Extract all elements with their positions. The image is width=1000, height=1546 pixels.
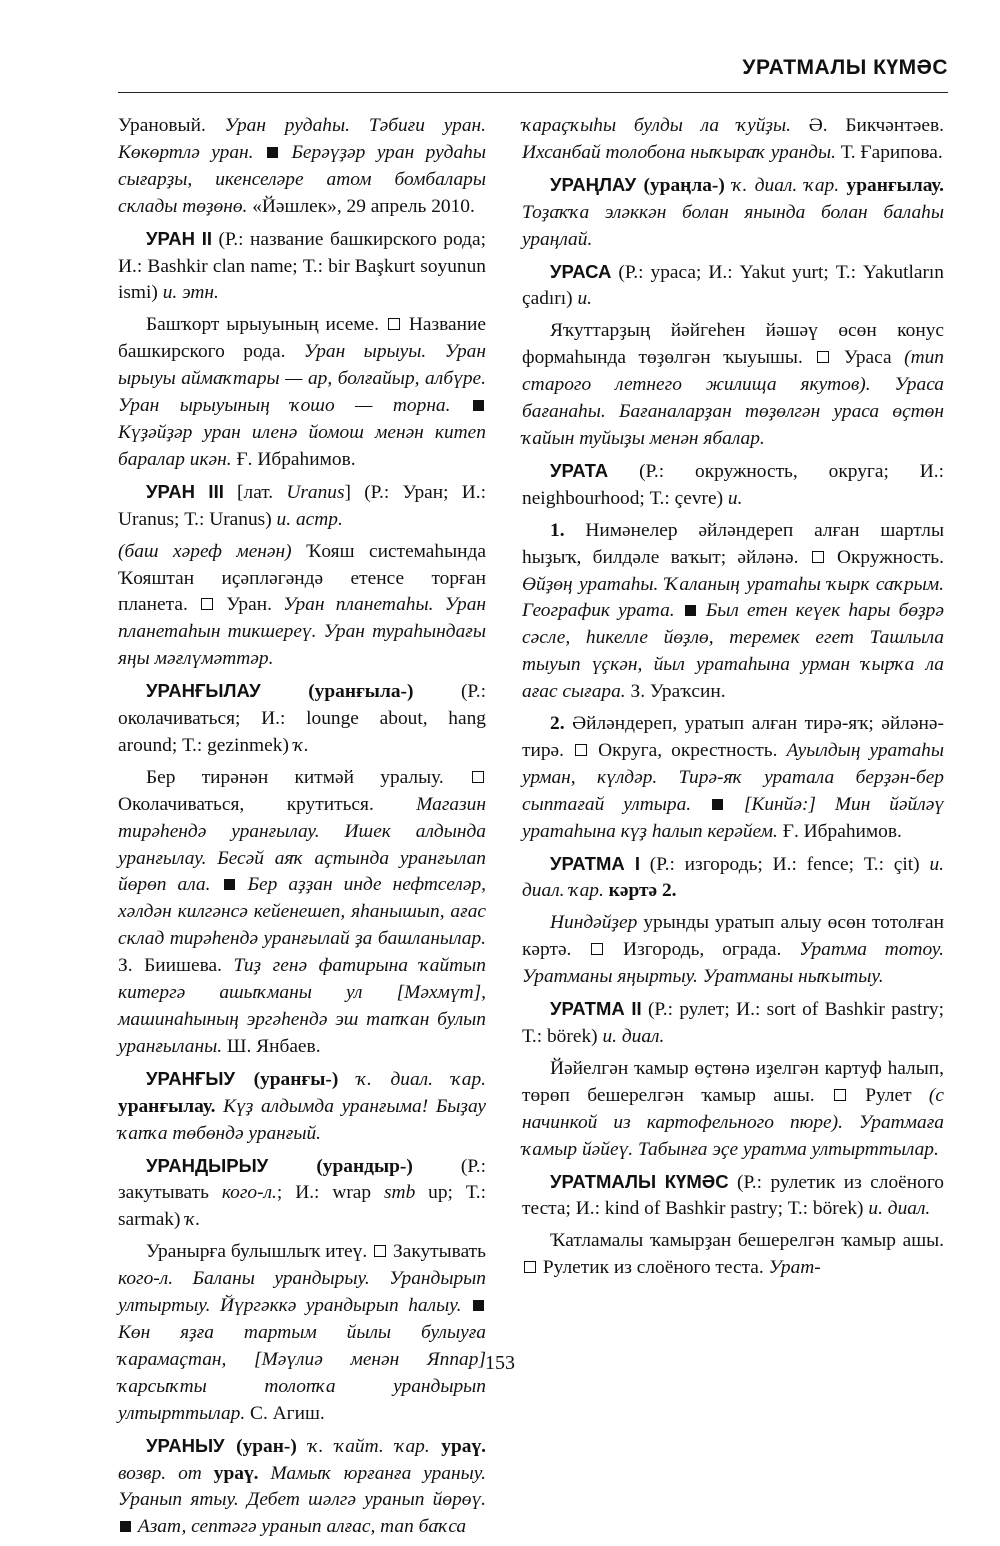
russian-gloss: Окружность.: [825, 546, 944, 568]
square-outline-icon: [817, 351, 829, 363]
entry-uranlau: [522, 172, 944, 254]
entry-continuation: [118, 113, 486, 221]
translations: (Р.: ураса; И.: Yakut yurt; Т.: Yakutların çadırı): [522, 261, 944, 310]
examples: Күҙ алдымда уранғыма! Быҙау ҡапҡа төбөндә уранғый.: [118, 1095, 486, 1144]
text: Уранырға булышлыҡ итеү.: [146, 1241, 373, 1263]
etymology: Uranus: [286, 481, 345, 503]
translations: (Р.: окружность, округа; И.: neighbourhood; Т.: çevre): [522, 460, 944, 509]
translations: up; Т.: sarmak): [118, 1182, 486, 1231]
sense-1: [522, 518, 944, 706]
examples: Уратма тотоу. Уратманы яңыртыу. Уратманы ныҡытыу.: [522, 939, 945, 988]
square-outline-icon: [374, 1245, 386, 1257]
entry-urandyryu: [118, 1153, 486, 1235]
definition: [118, 312, 486, 473]
square-filled-icon: [224, 879, 235, 890]
entry-uranyu: [118, 1433, 486, 1542]
entry-urata: [522, 458, 944, 513]
examples: Тоҙаҡҡа эләккән болан янында болан балаһы ураңлай.: [522, 201, 944, 250]
headword: УРАНЫУ: [146, 1434, 225, 1456]
grammar-label: возвр. от: [118, 1462, 214, 1484]
sense-number: 2.: [550, 713, 565, 735]
grammar-label: и. диал.: [868, 1198, 931, 1220]
russian-gloss: Название башкирского рода.: [118, 314, 487, 363]
examples: Уран рудаһы. Тәбиғи уран. Көкөртлә уран.: [118, 115, 486, 163]
examples: Уран планетаһы. Уран планетаһын тикшереү. Уран тураһындағы яңы мәғлүмәттәр.: [118, 594, 487, 670]
grammar-label: и.: [577, 288, 592, 310]
square-outline-icon: [201, 598, 213, 610]
quote: ҡараҫҡыһы булды ла ҡуйҙы.: [522, 115, 791, 136]
stem: (уранғыла-): [260, 681, 414, 703]
source: Ш. Янбаев.: [222, 1035, 321, 1057]
grammar-label: ҡ.: [293, 734, 309, 756]
left-column: [118, 113, 486, 1546]
text: Бер тирәнән китмәй уралыу.: [146, 766, 470, 788]
square-outline-icon: [524, 1261, 536, 1273]
examples: Урат-: [768, 1257, 821, 1279]
text: Ҡояш системаһында Ҡояштан иҫәпләгәндә етенсе торған планета.: [118, 540, 486, 616]
definition: [522, 318, 944, 453]
russian-gloss: Уран.: [215, 594, 284, 616]
source: С. Агиш.: [245, 1402, 325, 1424]
square-outline-icon: [812, 551, 824, 563]
entry-uratma-1: [522, 851, 944, 906]
russian-gloss: Рулетик из слоёного теста.: [538, 1257, 769, 1279]
quote: Көн яҙға тартым йылы булыуға ҡарамаҫтан, [Мәүлиә менән Яппар] ҡарсыҡты толопҡа урандырып ултырттылар.: [118, 1321, 486, 1424]
cross-reference: кәртә 2.: [608, 880, 677, 902]
headword: УРАНҒЫУ: [146, 1067, 236, 1089]
right-column: [522, 113, 944, 1287]
cross-reference: ураү.: [441, 1435, 486, 1457]
header-rule: [118, 92, 948, 93]
headword: УРАТМА I: [550, 852, 640, 874]
square-outline-icon: [575, 744, 587, 756]
grammar-label: и. этн.: [162, 282, 219, 304]
examples: Өйҙөң уратаһы. Ҡаланың уратаһы ҡырк саҡрым. Географик урата.: [522, 573, 944, 622]
square-filled-icon: [473, 400, 484, 411]
text: Яҡуттарҙың йәйгеһен йәшәү өсөн конус формаһында төҙөлгән ҡыуышы.: [522, 320, 944, 369]
translations: кого-л.: [221, 1182, 277, 1204]
sense-2: [522, 711, 944, 846]
definition: [522, 1056, 944, 1164]
quote: Бер аҙҙан инде нефтселәр, хәлдән килгәнсә кейенешеп, яһанышып, ағас склад тирәһендә уранғылай ҙа башланылар.: [118, 874, 486, 950]
definition: [118, 1239, 486, 1427]
definition: [522, 910, 944, 991]
quote: [Кинйә:] Мин йәйләү уратаһына күҙ һалып керәйем.: [522, 793, 944, 842]
examples: (тип старого летнего жилища якутов). Ураса бағанаһы. Бағаналарҙан төҙөлгән ураса өҫтөн ҡайын туйыҙы менән ябалар.: [522, 347, 944, 449]
text: [лат.: [223, 481, 287, 503]
square-outline-icon: [472, 771, 484, 783]
square-outline-icon: [388, 318, 400, 330]
quote: Күҙәйҙәр уран иленә йомош менән китеп баралар икән.: [118, 421, 486, 470]
examples: Ауылдың уратаһы урман, күлдәр. Тирә-яҡ уратала берҙән-бер сыптағай ултыра.: [522, 739, 944, 815]
translations: smb: [384, 1182, 416, 1204]
text: Нимәнелер әйләндереп алған шартлы һыҙыҡ, билдәле ваҡыт; әйләнә.: [522, 519, 944, 568]
text: Йәйелгән ҡамыр өҫтөнә иҙелгән картуф һалып, төрөп бешерелгән ҡамыр ашы.: [522, 1057, 944, 1106]
grammar-label: и. диал.: [602, 1026, 665, 1047]
square-outline-icon: [834, 1089, 846, 1101]
cross-reference: уранғылау.: [118, 1095, 216, 1117]
translations: (Р.: закутывать: [118, 1155, 486, 1204]
examples: Уран ырыуы. Уран ырыуы аймаҡтары — ар, болғайыр, албүре. Уран ырыуының ҡошо — торна.: [118, 341, 486, 417]
square-filled-icon: [685, 605, 696, 616]
grammar-label: ҡ.: [185, 1209, 201, 1231]
entry-uratmaly-kumes: [522, 1169, 944, 1224]
russian-gloss: Ураса: [831, 347, 905, 369]
headword: УРАН III: [146, 480, 224, 502]
headword: УРАНДЫРЫУ: [146, 1154, 269, 1176]
grammar-label: и. астр.: [276, 508, 343, 530]
headword: УРАН II: [146, 227, 212, 249]
source: З. Биишева.: [118, 955, 234, 977]
note: (баш хәреф менән): [118, 540, 292, 562]
entry-uratma-2: [522, 996, 944, 1051]
stem: (уранғы-): [235, 1068, 339, 1090]
quote: Был етен кеүек һары бөҙрә сәсле, һикелле йөҙлө, теремек егет Ташлыла тыуып үҫкән, йыл уратаһына урман ҡырҡа ла ағас сығара.: [522, 600, 944, 703]
translations: (Р.: название башкирского рода; И.: Bashkir clan name; Т.: bir Başkurt soyunun ismi): [118, 228, 486, 304]
stem: (урандыр-): [268, 1155, 413, 1177]
russian-gloss: Рулет: [847, 1084, 929, 1106]
entry-uran-3: [118, 479, 486, 534]
square-outline-icon: [591, 943, 603, 955]
entry-urangylau: [118, 678, 486, 760]
text: Әйләндереп, уратып алған тирә-яҡ; әйләнә-тирә.: [522, 713, 944, 761]
source: Ғ. Ибраһимов.: [777, 820, 902, 842]
quote: Берәүҙәр уран рудаһы сығарҙы, икенселәре атом бомбалары склады төҙөнө.: [118, 141, 486, 217]
headword: УРАСА: [550, 260, 612, 282]
russian-gloss: Изгородь, ограда.: [605, 939, 800, 961]
square-filled-icon: [267, 147, 278, 158]
examples: Магазин тирәһендә уранғылау. Ишек алдында уранғылау. Бесәй аяҡ аҫтында уранғылап йөрөп ала.: [118, 793, 486, 896]
source: Т. Ғарипова.: [835, 141, 943, 163]
translations: (Р.: изгородь; И.: fence; Т.: çit): [639, 853, 930, 875]
examples: (с начинкой из картофельного пюре). Уратмаға ҡамыр йәйеү. Табынға эҫе уратма ултырттылар.: [522, 1084, 944, 1160]
grammar-label: и. диал. ҡар.: [522, 853, 944, 902]
square-filled-icon: [120, 1521, 131, 1532]
examples: кого-л. Баланы урандырыу. Урандырып ултыртыу. Йүргәккә урандырып һалыу.: [118, 1268, 486, 1317]
entry-continuation: [522, 113, 944, 167]
text: урынды уратып алыу өсөн тотолған кәртә.: [522, 912, 944, 961]
grammar-label: ҡ. диал. ҡар.: [724, 174, 847, 196]
headword: УРАТА: [550, 459, 609, 481]
source: «Йәшлек», 29 апрель 2010.: [247, 195, 475, 217]
text: Урановый.: [118, 115, 225, 136]
source: Ғ. Ибраһимов.: [231, 448, 356, 470]
russian-gloss: Закутывать: [388, 1241, 486, 1263]
entry-uran-2: [118, 226, 486, 308]
examples: Мамыҡ юрғанға ураныу. Уранып ятыу. Дебет шәлгә уранып йөрөү.: [118, 1462, 486, 1511]
russian-gloss: Околачиваться, крутиться.: [118, 793, 417, 815]
cross-reference: уранғылау.: [846, 174, 945, 196]
translations: (Р.: рулетик из слоёного теста; И.: kind of Bashkir pastry; Т.: börek): [522, 1171, 945, 1220]
cross-reference: ураү.: [213, 1462, 259, 1484]
definition: [118, 539, 486, 674]
quote: Ихсанбай толобона ныҡыраҡ уранды.: [522, 141, 836, 163]
entry-urasa: [522, 259, 944, 314]
square-filled-icon: [473, 1300, 484, 1311]
quote: Азат, септәгә уранып алғас, тап баҡса: [137, 1516, 467, 1538]
quote: Тиҙ генә фатирына ҡайтып китергә ашыҡманы ул [Мәхмүт], машинаһының эргәһендә эш тапҡан булып уранғыланы.: [118, 955, 486, 1057]
headword: УРАТМА II: [550, 998, 642, 1020]
stem: (ураңла-): [636, 174, 725, 196]
text: Ниндәйҙер: [550, 912, 638, 934]
russian-gloss: Округа, окрестность.: [589, 739, 787, 761]
entry-urangyu: [118, 1066, 486, 1148]
source: З. Ураҡсин.: [625, 681, 726, 703]
grammar-label: ҡ. диал. ҡар.: [338, 1068, 486, 1090]
definition: [118, 765, 486, 1061]
translations: (Р.: околачиваться; И.: lounge about, hang around; Т.: gezinmek): [118, 681, 486, 756]
stem: (уран-): [224, 1435, 297, 1457]
translations: ; И.: wrap: [276, 1182, 385, 1204]
text: Башҡорт ырыуының исеме.: [146, 314, 386, 336]
source: Ә. Бикчәнтәев.: [790, 115, 944, 136]
headword: УРАТМАЛЫ КҮМӘС: [550, 1170, 729, 1192]
translations: ] (Р.: Уран; И.: Uranus; Т.: Uranus): [118, 481, 486, 530]
grammar-label: ҡ. ҡайт. ҡар.: [296, 1435, 442, 1457]
running-head: УРАТМАЛЫ КҮМӘС: [742, 56, 948, 79]
headword: УРАНҒЫЛАУ: [146, 680, 261, 702]
sense-number: 1.: [550, 519, 565, 541]
definition: [522, 1228, 944, 1282]
grammar-label: и.: [727, 487, 743, 509]
translations: (Р.: рулет; И.: sort of Bashkir pastry; Т.: börek): [522, 999, 944, 1047]
headword: УРАҢЛАУ: [550, 173, 637, 195]
page-number: 153: [485, 1352, 515, 1374]
square-filled-icon: [712, 799, 723, 810]
text: Ҡатламалы ҡамырҙан бешерелгән ҡамыр ашы.: [550, 1230, 944, 1252]
